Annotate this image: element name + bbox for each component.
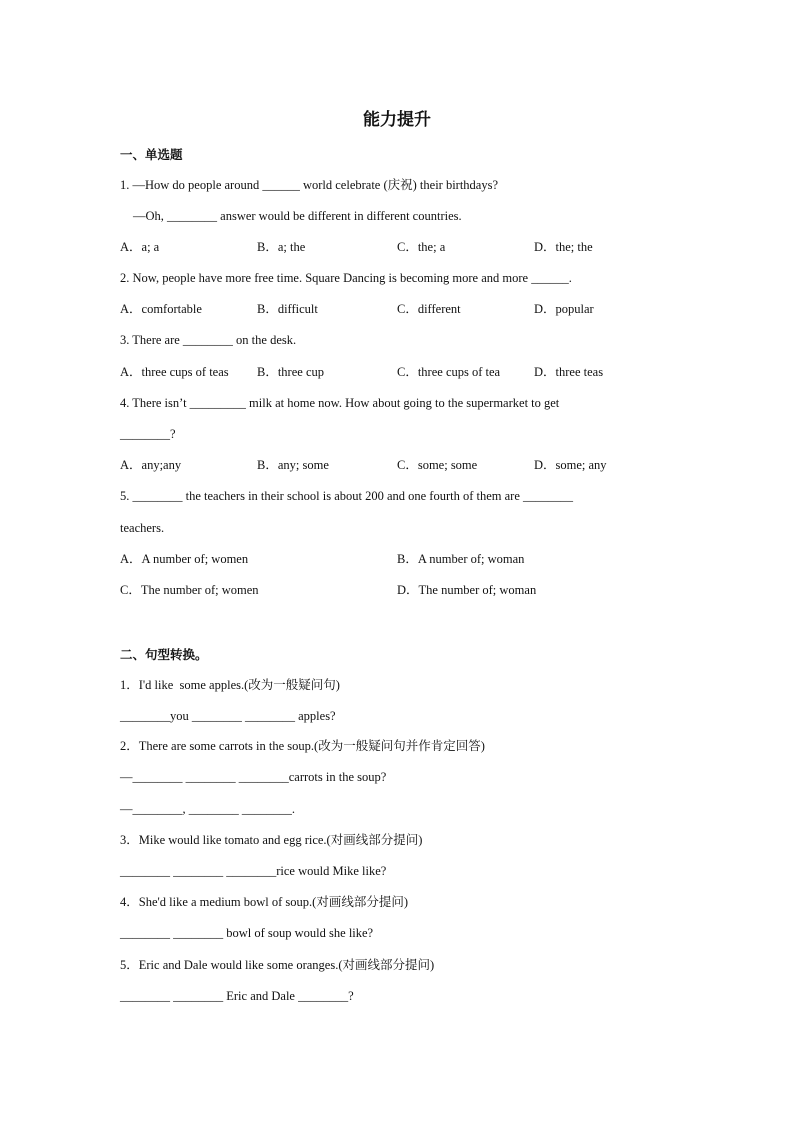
transformation-line: ________ ________ Eric and Dale ________? xyxy=(120,989,354,1003)
question-1-option-c: C．the; a xyxy=(397,240,446,254)
question-1-option-b: B．a; the xyxy=(257,240,306,254)
question-1-line-1: 1. —How do people around ______ world celebrate (庆祝) their birthdays? xyxy=(120,178,499,192)
transformation-line: ________you ________ ________ apples? xyxy=(120,709,336,723)
question-3-option-d: D．three teas xyxy=(534,365,604,379)
question-5-option-c: C．The number of; women xyxy=(120,583,259,597)
transformation-line: ________ ________ ________rice would Mike like? xyxy=(120,864,387,878)
question-5-line-2: teachers. xyxy=(120,521,165,535)
transformation-line: 4．She'd like a medium bowl of soup.(对画线部分提问) xyxy=(120,895,408,909)
transformation-line: 5．Eric and Dale would like some oranges.(对画线部分提问) xyxy=(120,958,435,972)
transformation-line: —________ ________ ________carrots in the soup? xyxy=(120,770,387,784)
question-5-option-d: D．The number of; woman xyxy=(397,583,537,597)
question-3-options xyxy=(120,364,680,380)
question-4-options xyxy=(120,457,680,473)
question-4-option-b: B．any; some xyxy=(257,458,329,472)
question-1-line-2: —Oh, ________ answer would be different in different countries. xyxy=(133,209,462,223)
transformation-line: 1．I'd like some apples.(改为一般疑问句) xyxy=(120,678,340,692)
transformation-line: ________ ________ bowl of soup would she like? xyxy=(120,926,374,940)
question-1-option-d: D．the; the xyxy=(534,240,593,254)
question-3-line-1: 3. There are ________ on the desk. xyxy=(120,333,297,347)
question-4-option-d: D．some; any xyxy=(534,458,607,472)
page-title: 能力提升 xyxy=(363,110,431,130)
question-5-options-row-2 xyxy=(120,582,680,598)
question-5-option-b: B．A number of; woman xyxy=(397,552,525,566)
question-4-line-1: 4. There isn’t _________ milk at home now. How about going to the supermarket to get xyxy=(120,396,560,410)
question-5-options-row-1 xyxy=(120,551,680,567)
question-4-line-2: ________? xyxy=(120,427,176,441)
question-2-options xyxy=(120,301,680,317)
section-heading-sentence-transformation: 二、句型转换。 xyxy=(120,647,208,662)
question-1-options xyxy=(120,239,680,255)
question-2-option-d: D．popular xyxy=(534,302,594,316)
question-2-option-a: A．comfortable xyxy=(120,302,202,316)
question-4-option-a: A．any;any xyxy=(120,458,182,472)
question-3-option-a: A．three cups of teas xyxy=(120,365,229,379)
transformation-line: 2．There are some carrots in the soup.(改为一般疑问句并作肯定回答) xyxy=(120,739,485,753)
question-2-option-b: B．difficult xyxy=(257,302,318,316)
question-5-option-a: A．A number of; women xyxy=(120,552,249,566)
question-4-option-c: C．some; some xyxy=(397,458,478,472)
question-2-line-1: 2. Now, people have more free time. Square Dancing is becoming more and more ______. xyxy=(120,271,572,285)
question-1-option-a: A．a; a xyxy=(120,240,160,254)
question-2-option-c: C．different xyxy=(397,302,461,316)
section-heading-multiple-choice: 一、单选题 xyxy=(120,147,183,162)
question-3-option-c: C．three cups of tea xyxy=(397,365,501,379)
transformation-line: —________, ________ ________. xyxy=(120,802,295,816)
question-3-option-b: B．three cup xyxy=(257,365,324,379)
transformation-line: 3．Mike would like tomato and egg rice.(对画线部分提问) xyxy=(120,833,423,847)
question-5-line-1: 5. ________ the teachers in their school is about 200 and one fourth of them are ________ xyxy=(120,489,574,503)
